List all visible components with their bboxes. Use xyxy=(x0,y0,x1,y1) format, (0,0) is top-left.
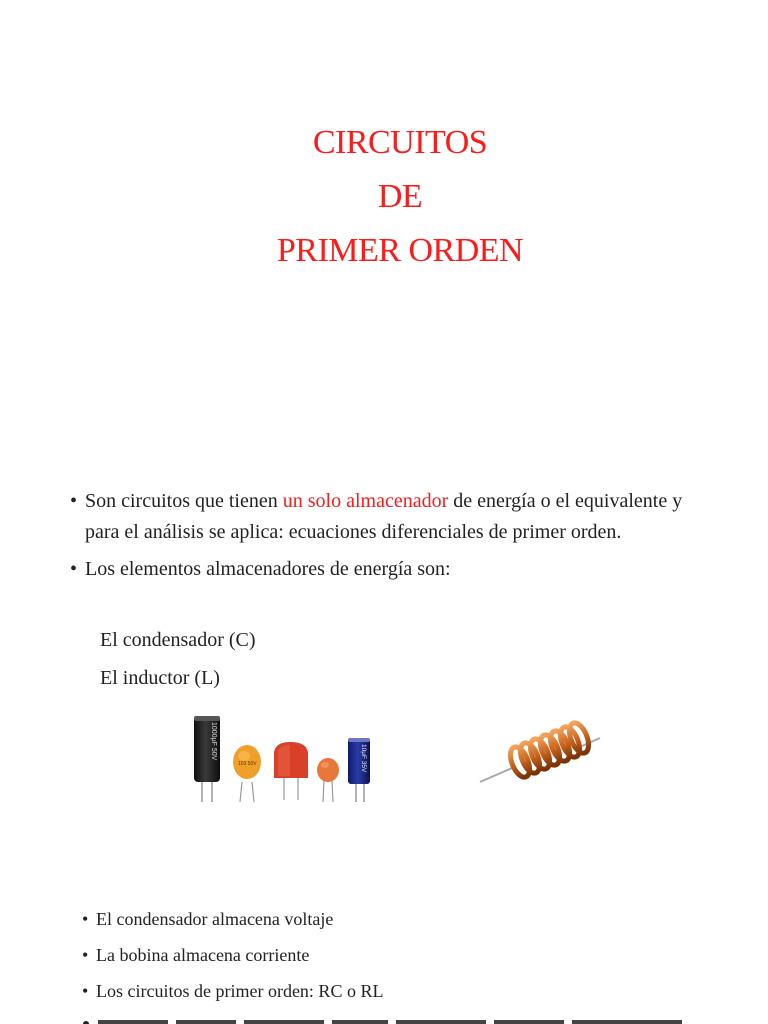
capacitor-black-label: 1000μF 50V xyxy=(210,722,217,761)
fact-item: • La bobina almacena corriente xyxy=(80,943,720,979)
title-line-1: CIRCUITOS xyxy=(312,124,488,161)
film-capacitor-red xyxy=(274,742,308,800)
electrolytic-capacitor-blue xyxy=(348,738,370,802)
ceramic-capacitor-small xyxy=(317,758,339,802)
fact-item: • El condensador almacena voltaje xyxy=(80,907,720,943)
title-line-3: PRIMER ORDEN xyxy=(276,232,524,269)
fact-item: • Los circuitos de primer orden: RC o RL xyxy=(80,979,720,1015)
cropped-text-line xyxy=(80,1012,720,1024)
main-bullet-list xyxy=(68,486,708,591)
title-line-2: DE xyxy=(377,178,423,215)
components-photo xyxy=(190,710,610,810)
capacitor-blue-label: 10μF 35V xyxy=(360,744,367,773)
inductor-coil xyxy=(480,720,600,782)
ceramic-label: 103 50V xyxy=(238,761,257,767)
electrolytic-capacitor-black xyxy=(194,716,220,802)
element-capacitor: El condensador (C) xyxy=(100,629,256,651)
bullet-definition xyxy=(68,486,708,548)
element-inductor: El inductor (L) xyxy=(100,667,220,689)
bullet-definition-text-a: Son circuitos que tienen xyxy=(85,490,283,512)
facts-list xyxy=(80,907,720,1015)
bullet-storage-elements: • Los elementos almacenadores de energía son: xyxy=(68,554,708,585)
ceramic-capacitor-orange xyxy=(233,745,261,802)
highlight-single-storage: un solo almacenador xyxy=(282,490,449,512)
bullet-definition-text-b: de energía o el equivalente y para el análisis se aplica: ecuaciones diferenciales de primer orden. xyxy=(85,490,683,543)
page-title xyxy=(0,116,768,278)
